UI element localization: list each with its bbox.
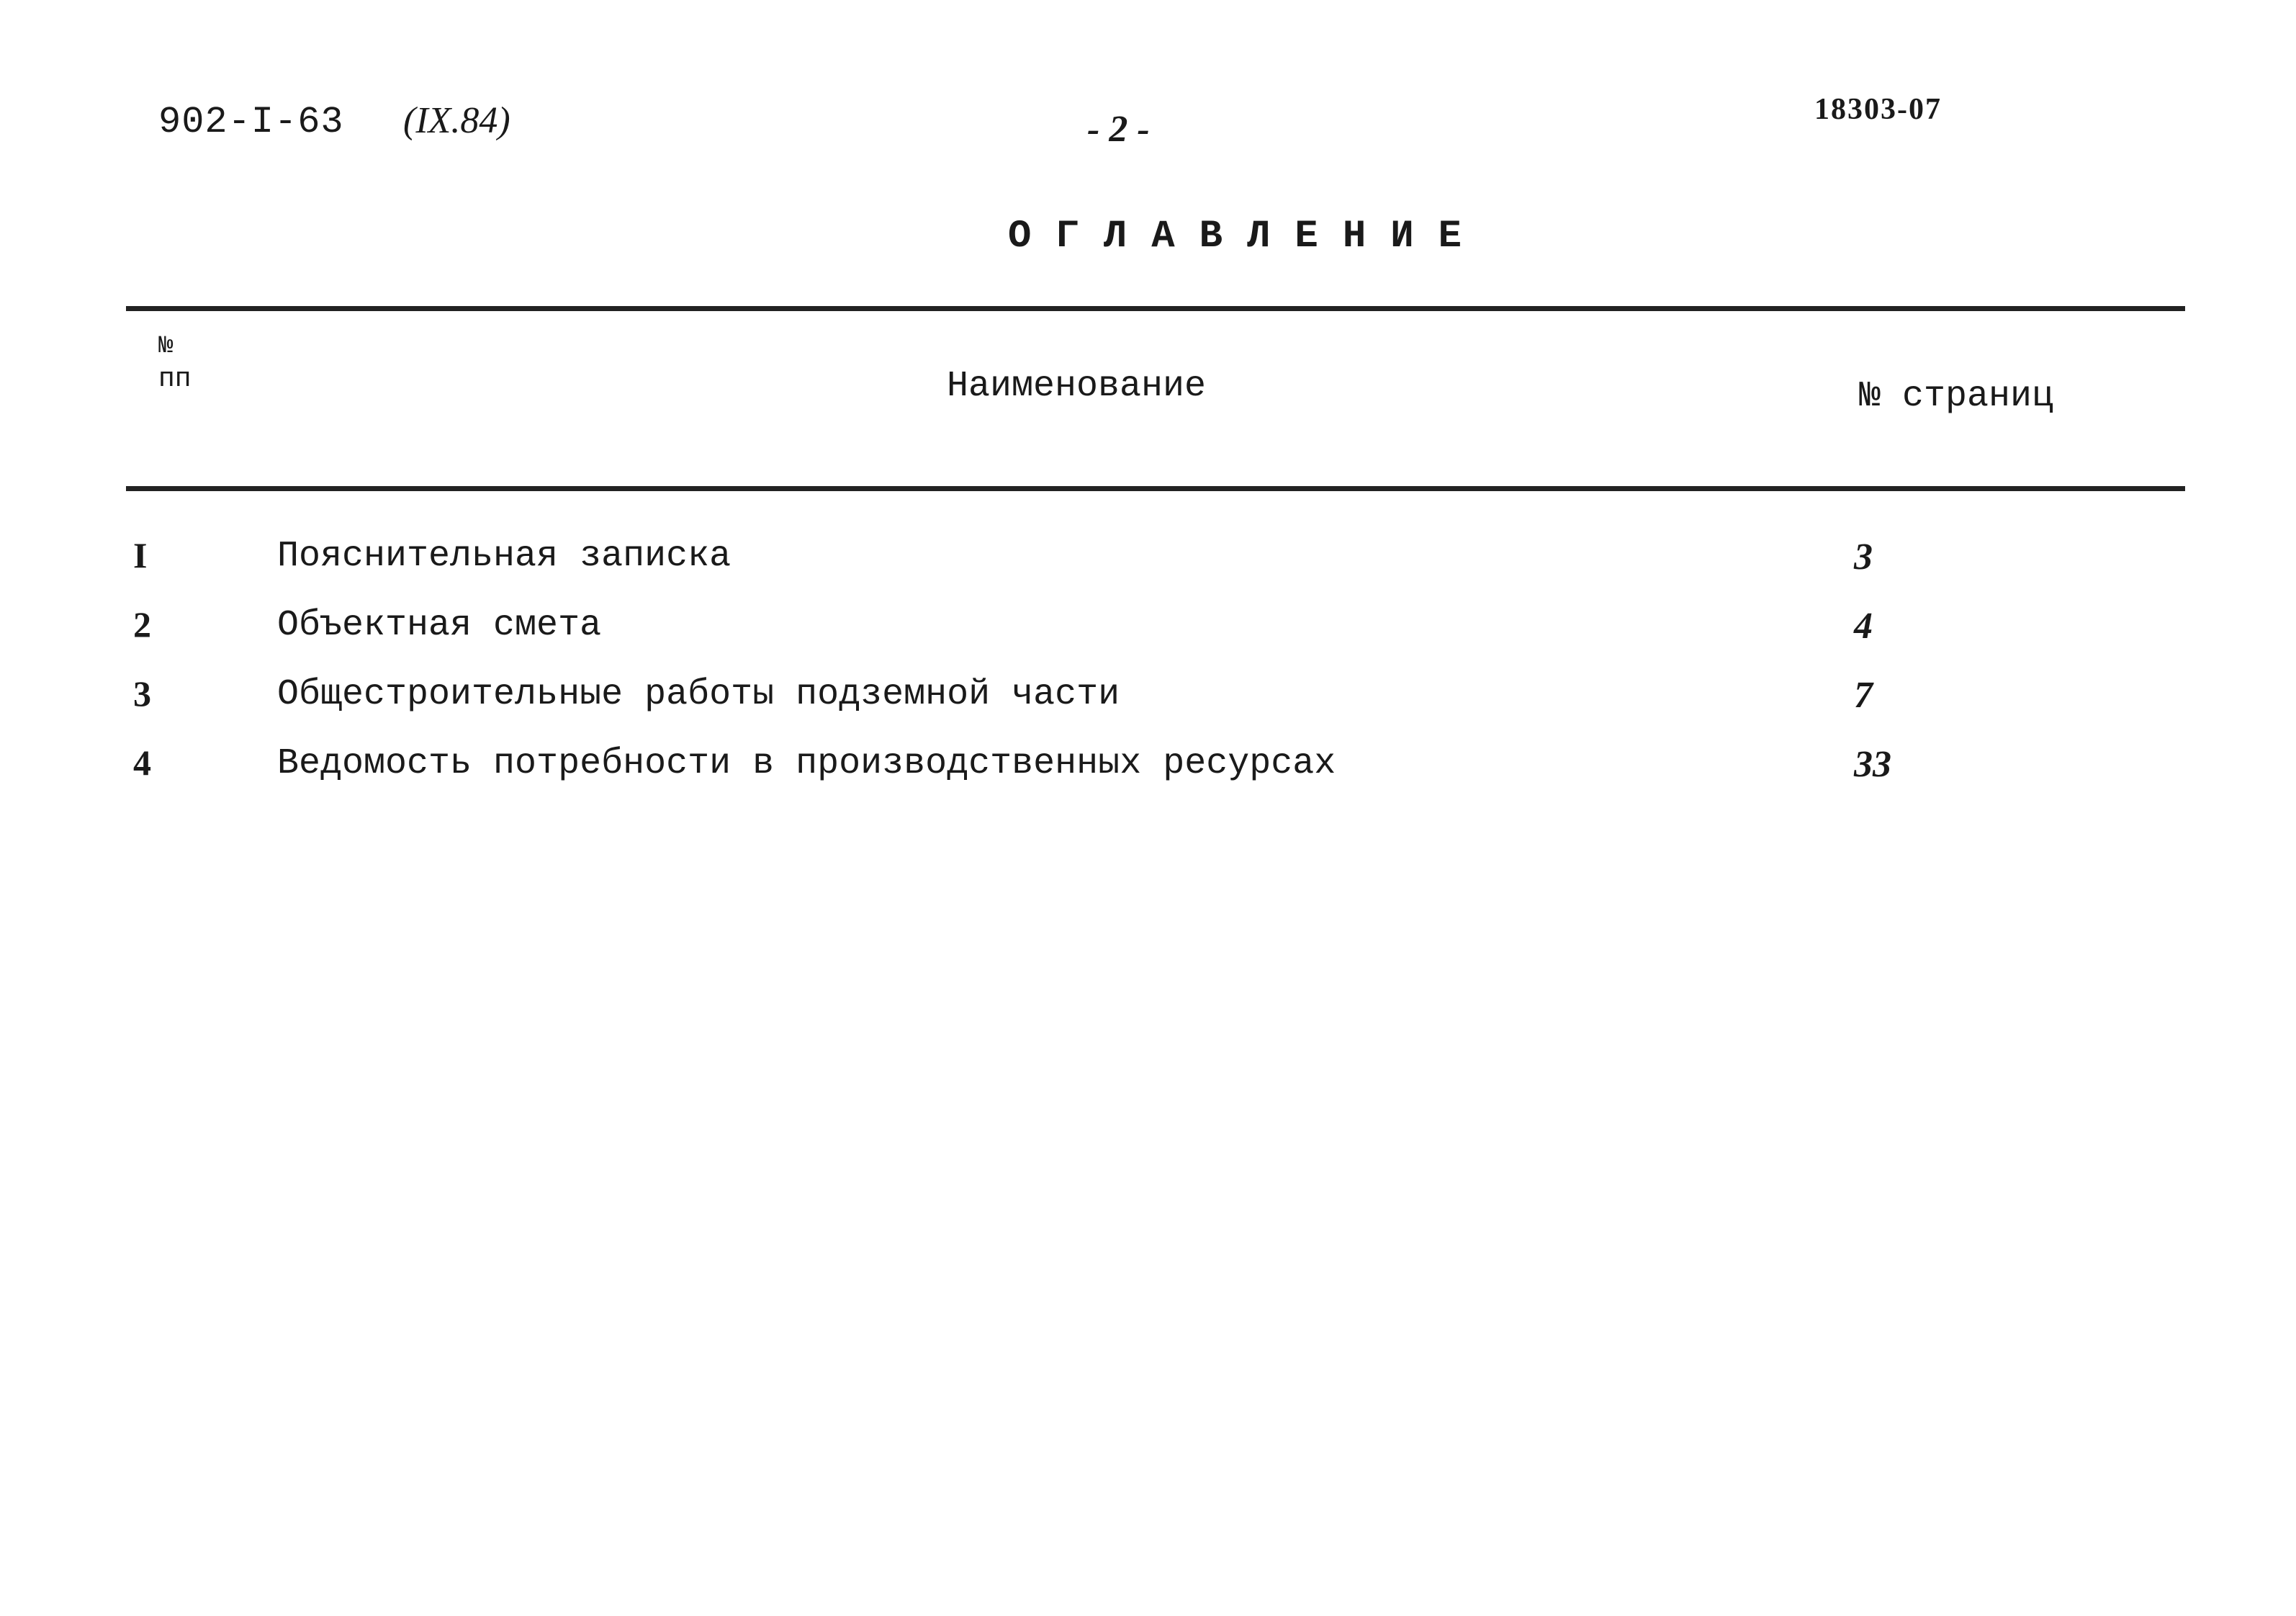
page-number: - 2 - xyxy=(1087,109,1150,150)
row-page: 33 xyxy=(1854,744,1891,785)
document-date: (IX.84) xyxy=(403,100,510,141)
toc-title: ОГЛАВЛЕНИЕ xyxy=(1008,215,1487,259)
row-name: Общестроительные работы подземной части xyxy=(277,674,1120,715)
document-code: 902-I-63 xyxy=(158,101,344,143)
row-number: 4 xyxy=(133,742,151,783)
row-name: Пояснительная записка xyxy=(277,536,731,577)
table-row xyxy=(0,534,2296,599)
table-row xyxy=(0,742,2296,807)
table-header-rule xyxy=(126,486,2185,491)
row-page: 4 xyxy=(1854,606,1873,647)
column-header-name: Наименование xyxy=(947,366,1207,407)
column-header-number-sign: № xyxy=(158,333,174,360)
row-name: Объектная смета xyxy=(277,605,602,646)
row-page: 7 xyxy=(1854,675,1873,716)
row-page: 3 xyxy=(1854,537,1873,578)
row-number: 3 xyxy=(133,673,151,714)
column-header-number: пп xyxy=(158,364,192,395)
row-name: Ведомость потребности в производственных ресурсах xyxy=(277,743,1336,784)
reference-number: 18303-07 xyxy=(1814,93,1942,126)
table-top-rule xyxy=(126,306,2185,311)
row-number: 2 xyxy=(133,604,151,645)
table-row xyxy=(0,673,2296,737)
table-row xyxy=(0,603,2296,668)
column-header-pages: № страниц xyxy=(1859,376,2054,417)
row-number: I xyxy=(133,535,148,575)
